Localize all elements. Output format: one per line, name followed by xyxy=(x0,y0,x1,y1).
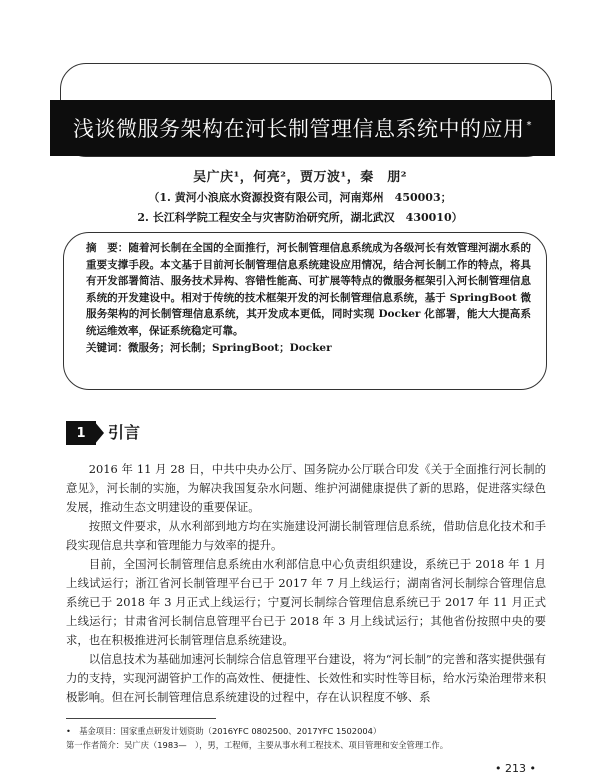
keywords-label: 关键词： xyxy=(86,341,128,354)
affiliation-1: （1. 黄河小浪底水资源投资有限公司，河南郑州 450003； xyxy=(148,191,452,204)
section-title: 引言 xyxy=(108,423,141,442)
page-number: • 213 • xyxy=(495,762,536,775)
body-paragraph: 以信息技术为基础加速河长制综合信息管理平台建设，将为“河长制”的完善和落实提供强有力的支持，实现河湖管护工作的高效性、便捷性、长效性和实时性等目标，给水污染治理带来积极影响。但在河长制管理信息系统建设的过程中，存在认识程度不够、系 xyxy=(66,652,546,704)
title-banner xyxy=(50,100,555,156)
footnotes xyxy=(66,724,546,752)
body-paragraph: 目前，全国河长制管理信息系统由水利部信息中心负责组织建设，系统已于 2018 年 1 月上线试运行；浙江省河长制管理平台已于 2017 年 7 月上线运行；湖南省河长制综合管理信息系统已于 2018 年 3 月正式上线运行；宁夏河长制综合管理信息系统已于 2017 年 11 月正式上线运行；甘肃省河长制信息管理平台已于 2018 年 3 月上线试运行；其他省份按照中央的要求，也在积极推进河长制管理信息系统建设。 xyxy=(66,557,546,647)
abstract-text: 随着河长制在全国的全面推行，河长制管理信息系统成为各级河长有效管理河湖水系的重要支撑手段。本文基于目前河长制管理信息系统建设应用情况，结合河长制工作的特点，将具有开发部署简洁、服务技术异构、容错性能高、可扩展等特点的微服务框架引入河长制管理信息系统的开发建设中。相对于传统的技术框架开发的河长制管理信息系统，基于 SpringBoot 微服务架构的河长制管理信息系统，其开发成本更低，同时实现 Docker 化部署，能大大提高系统运维效率，保证系统稳定可靠。 xyxy=(86,242,531,337)
abstract-label: 摘 要： xyxy=(86,242,129,254)
body-paragraph: 2016 年 11 月 28 日，中共中央办公厅、国务院办公厅联合印发《关于全面推行河长制的意见》，河长制的实施，为解决我国复杂水问题、维护河湖健康提供了新的思路，促进落实绿色发展，推动生态文明建设的重要保证。 xyxy=(66,462,546,514)
title-footnote-mark: * xyxy=(526,120,532,131)
paper-title: 浅谈微服务架构在河长制管理信息系统中的应用 * xyxy=(73,117,532,141)
footnote-divider xyxy=(66,718,216,719)
footnote-author: 第一作者简介：吴广庆（1983— ），男，工程师，主要从事水利工程技术、项目管理和安全管理工作。 xyxy=(66,740,449,750)
author-list: 吴广庆¹，何亮²，贾万波¹，秦 朋² xyxy=(193,170,407,185)
abstract-paragraph xyxy=(86,240,531,340)
section-arrow-icon xyxy=(94,421,104,445)
affiliation-2: 2. 长江科学院工程安全与灾害防治研究所，湖北武汉 430010） xyxy=(137,211,463,224)
abstract-block xyxy=(86,240,531,356)
keywords-text: 微服务；河长制；SpringBoot；Docker xyxy=(128,341,332,354)
keywords-paragraph xyxy=(86,340,531,357)
body-text xyxy=(66,460,546,707)
body-paragraph: 按照文件要求，从水利部到地方均在实施建设河湖长制管理信息系统，借助信息化技术和手段实现信息共享和管理能力与效率的提升。 xyxy=(66,519,546,552)
section-number-badge: 1 xyxy=(66,421,96,445)
footnote-funding: • 基金项目：国家重点研发计划资助（2016YFC 0802500、2017YFC 1502004） xyxy=(66,726,382,736)
